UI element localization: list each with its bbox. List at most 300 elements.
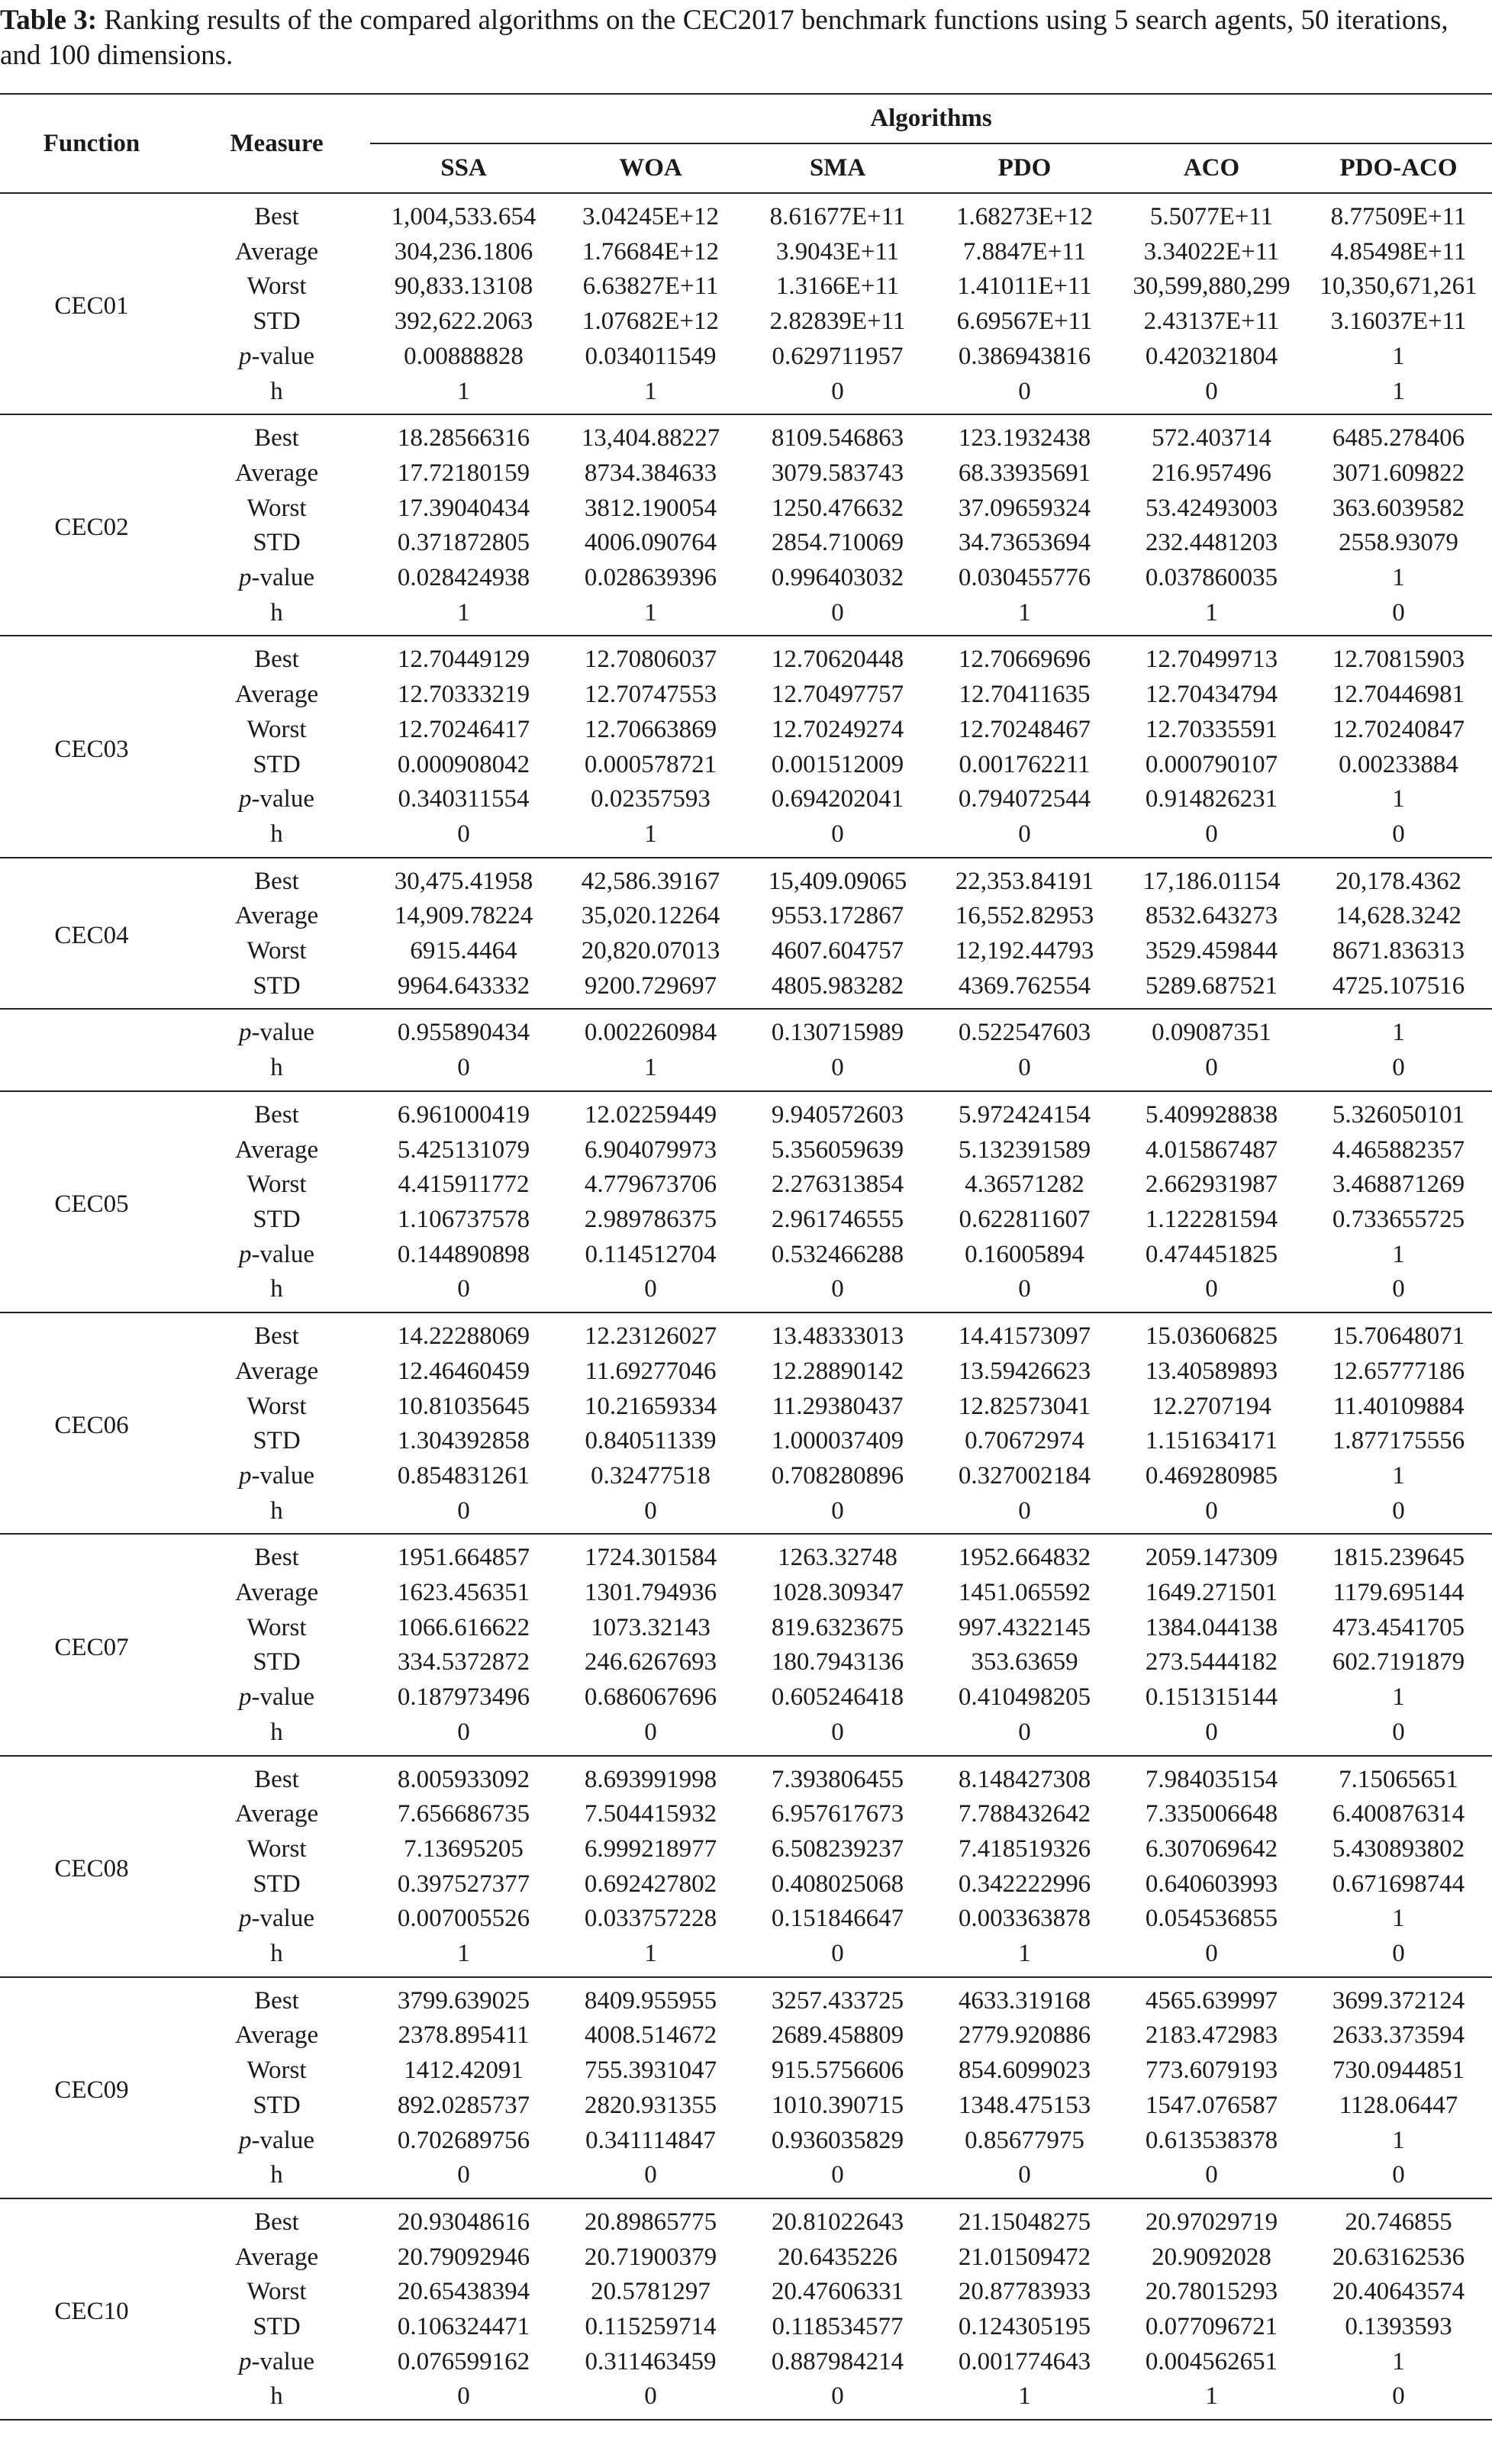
cell-worst: 17.39040434 [397,494,530,522]
cell-pvalue: 1 [1392,1240,1405,1268]
cell-h: 1 [1018,2382,1031,2411]
cell-h: 0 [457,1275,470,1303]
cell-worst: 4607.604757 [771,937,904,965]
cell-best: 1815.239645 [1332,1544,1465,1572]
p-letter: p [239,1683,252,1712]
cell-average: 1.76684E+12 [582,237,720,266]
cell-pvalue: 0.028639396 [584,564,717,592]
table-row [0,817,1492,858]
cell-h: 0 [831,2161,844,2189]
header-aco: ACO [1118,143,1305,193]
cell-std: 9964.643332 [397,971,530,1000]
cell-pvalue: 0.613538378 [1145,2126,1278,2154]
measure-label-worst: Worst [247,2057,307,2085]
cell-pvalue: 0.955890434 [397,1019,530,1047]
function-name: CEC06 [54,1412,129,1440]
table-row [0,1091,1492,1133]
measure-label-std: STD [253,529,301,557]
cell-best: 8.148427308 [958,1765,1091,1793]
p-letter: p [239,1019,252,1047]
table-row [0,1680,1492,1715]
cell-worst: 819.6323675 [771,1613,904,1641]
table-row [0,235,1492,270]
cell-best: 12.70815903 [1332,646,1465,674]
cell-average: 68.33935691 [958,459,1091,487]
cell-std: 1.151634171 [1145,1427,1278,1455]
cell-average: 1179.695144 [1332,1579,1465,1607]
table-row [0,636,1492,678]
cell-h: 0 [457,2161,470,2189]
cell-pvalue: 0.033757228 [584,1905,717,1933]
cell-std: 1.07682E+12 [582,308,720,336]
cell-pvalue: 0.151315144 [1145,1683,1278,1712]
measure-label-average: Average [234,1800,319,1828]
cell-std: 1348.475153 [958,2091,1091,2119]
measure-label-h: h [270,2161,283,2189]
cell-pvalue: 1 [1392,1905,1405,1933]
cell-pvalue: 1 [1392,564,1405,592]
cell-h: 1 [1205,2382,1218,2411]
cell-average: 14,628.3242 [1336,902,1462,930]
cell-h: 1 [1018,1940,1031,1968]
cell-worst: 20.5781297 [591,2278,711,2306]
function-group-cec04 [0,858,1492,1010]
table-row [0,1756,1492,1798]
cell-pvalue: 0.001774643 [958,2347,1091,2375]
cell-h: 0 [644,1496,657,1525]
cell-average: 7.8847E+11 [962,237,1087,266]
function-name: CEC03 [54,735,129,763]
cell-worst: 12.70248467 [958,715,1091,743]
cell-worst: 4.415911772 [398,1171,530,1199]
table-row [0,456,1492,491]
cell-pvalue: 0.605246418 [771,1683,904,1712]
measure-label-worst: Worst [247,2278,307,2306]
function-name: CEC09 [54,2076,129,2104]
cell-std: 180.7943136 [771,1648,904,1676]
cell-worst: 12.70249274 [771,715,904,743]
cell-worst: 12.70663869 [584,715,717,743]
table-row [0,1534,1492,1576]
cell-pvalue: 0.702689756 [397,2126,530,2154]
cell-worst: 2.276313854 [771,1171,904,1199]
table-row [0,1390,1492,1425]
table-row [0,969,1492,1010]
cell-best: 5.972424154 [958,1100,1091,1129]
cell-best: 5.5077E+11 [1149,203,1274,230]
p-letter: p [239,2126,252,2154]
cell-worst: 6.307069642 [1145,1834,1278,1863]
measure-label-worst: Worst [247,494,307,522]
measure-label-best: Best [254,1322,299,1351]
cell-std: 3.16037E+11 [1330,308,1467,336]
cell-h: 1 [644,820,657,848]
measure-label-average: Average [234,681,319,709]
cell-std: 2.43137E+11 [1143,308,1280,336]
table-row [0,1977,1492,2019]
table-row [0,2310,1492,2345]
cell-h: 0 [644,1275,657,1303]
table-row [0,1238,1492,1273]
cell-h: 0 [1018,1718,1031,1746]
table-row [0,1611,1492,1646]
measure-label-pvalue [183,1902,370,1937]
cell-h: 0 [457,820,470,848]
cell-std: 1.122281594 [1145,1205,1278,1233]
table-row [0,678,1492,713]
cell-pvalue: 0.686067696 [584,1683,717,1712]
cell-best: 1,004,533.654 [391,203,537,230]
value-suffix: -value [251,1019,314,1047]
cell-pvalue: 0.114512704 [585,1240,717,1268]
cell-average: 21.01509472 [958,2243,1091,2271]
cell-pvalue: 0.32477518 [591,1461,711,1490]
table-row [0,782,1492,817]
table-row [0,304,1492,340]
cell-pvalue: 0.151846647 [771,1905,904,1933]
cell-average: 13.59426623 [958,1357,1091,1385]
cell-worst: 20,820.07013 [581,937,720,965]
value-suffix: -value [251,2347,314,2375]
cell-pvalue: 0.996403032 [771,564,904,592]
table-row [0,375,1492,415]
cell-h: 0 [1392,1275,1405,1303]
cell-average: 7.504415932 [584,1800,717,1828]
cell-worst: 90,833.13108 [394,272,533,301]
cell-worst: 20.40643574 [1332,2278,1465,2306]
cell-worst: 20.47606331 [771,2278,904,2306]
cell-std: 4006.090764 [584,529,717,557]
function-group-cec01 [0,193,1492,414]
cell-worst: 37.09659324 [958,494,1091,522]
cell-h: 0 [1392,2382,1405,2411]
cell-std: 0.70672974 [965,1427,1084,1455]
measure-label-h: h [270,2382,283,2411]
cell-h: 0 [831,820,844,848]
measure-label-h: h [270,1718,283,1746]
cell-best: 572.403714 [1152,424,1271,453]
cell-average: 6.904079973 [584,1135,717,1164]
cell-pvalue: 0.694202041 [771,785,904,813]
cell-std: 2820.931355 [584,2091,717,2119]
measure-label-std: STD [253,1205,301,1233]
table-row [0,2053,1492,2089]
cell-average: 20.63162536 [1332,2243,1465,2271]
cell-worst: 1066.616622 [397,1613,530,1641]
cell-pvalue: 0.034011549 [585,342,717,370]
cell-best: 8.61677E+11 [769,203,906,230]
cell-worst: 997.4322145 [958,1613,1091,1641]
table-row [0,858,1492,900]
cell-worst: 773.6079193 [1145,2057,1278,2085]
measure-label-best: Best [254,2208,299,2236]
cell-worst: 10.21659334 [584,1392,717,1420]
cell-std: 1128.06447 [1339,2091,1458,2119]
cell-pvalue: 0.341114847 [585,2126,716,2154]
cell-std: 1547.076587 [1145,2091,1278,2119]
table-row [0,2275,1492,2310]
measure-label-worst: Worst [247,1834,307,1863]
measure-label-best: Best [254,1765,299,1793]
function-name: CEC05 [54,1190,129,1219]
table-row [0,1168,1492,1203]
cell-best: 7.393806455 [771,1765,904,1793]
cell-std: 0.115259714 [585,2313,717,2341]
cell-best: 13,404.88227 [581,424,720,453]
cell-std: 0.622811607 [959,1205,1091,1233]
measure-label-pvalue [183,782,370,817]
measure-label-average: Average [234,1135,319,1164]
table-row [0,269,1492,304]
cell-h: 0 [1392,1940,1405,1968]
table-row [0,1715,1492,1756]
cell-best: 7.984035154 [1145,1765,1278,1793]
cell-average: 5.425131079 [397,1135,530,1164]
measure-label-average: Average [234,2243,319,2271]
cell-std: 392,622.2063 [394,308,533,336]
caption-label: Table 3: [0,5,98,36]
cell-best: 20.81022643 [771,2208,904,2236]
cell-worst: 7.13695205 [404,1834,524,1863]
table-row [0,934,1492,969]
cell-std: 4805.983282 [771,971,904,1000]
cell-best: 3257.433725 [771,1986,904,2015]
cell-std: 0.371872805 [397,529,530,557]
cell-pvalue: 0.327002184 [958,1461,1091,1490]
cell-std: 0.342222996 [958,1870,1091,1898]
cell-best: 21.15048275 [958,2208,1091,2236]
cell-average: 1451.065592 [958,1579,1091,1607]
table-row [0,1867,1492,1902]
cell-average: 12.70747553 [584,681,717,709]
cell-worst: 1412.42091 [404,2057,524,2085]
table-row [0,2018,1492,2053]
cell-std: 6.69567E+11 [956,308,1093,336]
value-suffix: -value [251,1683,314,1712]
cell-average: 6.400876314 [1332,1800,1465,1828]
table-row [0,414,1492,456]
cell-std: 4369.762554 [958,971,1091,1000]
cell-average: 5.132391589 [958,1135,1091,1164]
cell-average: 12.70434794 [1145,681,1278,709]
cell-pvalue: 1 [1392,1461,1405,1490]
table-caption [0,3,1488,73]
header-function: Function [0,94,183,193]
cell-average: 3.9043E+11 [775,237,900,266]
function-group-cec07 [0,1534,1492,1755]
cell-std: 1.000037409 [771,1427,904,1455]
cell-average: 12.46460459 [397,1357,530,1385]
table-row [0,1272,1492,1313]
cell-h: 0 [1205,1054,1218,1082]
cell-best: 20.746855 [1345,2208,1452,2236]
cell-best: 8.77509E+11 [1330,203,1467,230]
value-suffix: -value [251,1905,314,1933]
cell-best: 8109.546863 [771,424,904,453]
cell-std: 4725.107516 [1332,971,1465,1000]
measure-label-pvalue [183,340,370,375]
cell-worst: 11.40109884 [1332,1392,1465,1420]
cell-best: 20.97029719 [1145,2208,1278,2236]
cell-h: 1 [644,1054,657,1082]
cell-h: 0 [1018,2161,1031,2189]
cell-pvalue: 1 [1392,2126,1405,2154]
table-row [0,2158,1492,2198]
cell-pvalue: 1 [1392,1683,1405,1712]
cell-worst: 12.70246417 [397,715,530,743]
cell-best: 6485.278406 [1332,424,1465,453]
cell-average: 13.40589893 [1145,1357,1278,1385]
cell-best: 5.326050101 [1332,1100,1465,1129]
measure-label-std: STD [253,2091,301,2119]
cell-average: 1028.309347 [771,1579,904,1607]
cell-std: 0.840511339 [585,1427,717,1455]
cell-h: 0 [831,1275,844,1303]
cell-h: 0 [1392,2161,1405,2189]
cell-std: 0.397527377 [397,1870,530,1898]
table-row [0,491,1492,527]
measure-label-h: h [270,1496,283,1525]
cell-h: 0 [831,1718,844,1746]
cell-best: 12.70499713 [1145,646,1278,674]
cell-pvalue: 0.028424938 [397,564,530,592]
cell-std: 1.877175556 [1332,1427,1465,1455]
cell-std: 353.63659 [971,1648,1078,1676]
table-row [0,1937,1492,1977]
cell-h: 0 [1018,1275,1031,1303]
cell-average: 4008.514672 [584,2021,717,2050]
cell-h: 0 [831,598,844,626]
cell-h: 0 [1018,820,1031,848]
cell-best: 3799.639025 [397,1986,530,2015]
cell-pvalue: 0.002260984 [584,1019,717,1047]
cell-std: 0.001762211 [959,750,1091,778]
cell-best: 1.68273E+12 [955,203,1094,230]
cell-best: 3699.372124 [1332,1986,1465,2015]
measure-label-worst: Worst [247,715,307,743]
cell-worst: 473.4541705 [1332,1613,1465,1641]
function-name: CEC10 [54,2298,129,2326]
cell-h: 1 [1018,598,1031,626]
table-row [0,2089,1492,2124]
cell-std: 0.000908042 [397,750,530,778]
cell-pvalue: 0.02357593 [591,785,711,813]
cell-best: 1951.664857 [397,1544,530,1572]
cell-h: 0 [1205,820,1218,848]
cell-pvalue: 0.420321804 [1145,342,1278,370]
cell-average: 9553.172867 [771,902,904,930]
measure-label-h: h [270,820,283,848]
cell-worst: 915.5756606 [771,2057,904,2085]
cell-average: 2183.472983 [1145,2021,1278,2050]
cell-average: 12.70411635 [959,681,1091,709]
cell-h: 1 [457,1940,470,1968]
cell-h: 0 [831,1054,844,1082]
cell-pvalue: 1 [1392,785,1405,813]
table-row [0,340,1492,375]
cell-std: 273.5444182 [1145,1648,1278,1676]
cell-h: 0 [1392,598,1405,626]
cell-pvalue: 0.076599162 [397,2347,530,2375]
measure-label-pvalue [183,1238,370,1273]
cell-std: 0.692427802 [584,1870,717,1898]
cell-best: 12.02259449 [584,1100,717,1129]
measure-label-best: Best [254,1100,299,1129]
measure-label-best: Best [254,424,299,453]
results-table [0,93,1492,2421]
table-row [0,1902,1492,1937]
value-suffix: -value [251,2126,314,2154]
p-letter: p [239,342,252,370]
cell-h: 0 [1018,1496,1031,1525]
measure-label-pvalue [183,561,370,596]
cell-pvalue: 0.532466288 [771,1240,904,1268]
cell-worst: 1.3166E+11 [775,272,900,301]
cell-worst: 10,350,671,261 [1320,272,1477,301]
function-group-cec05 [0,1091,1492,1313]
function-group-cec08 [0,1756,1492,1977]
cell-h: 0 [1205,2161,1218,2189]
cell-average: 12.28890142 [771,1357,904,1385]
cell-worst: 8671.836313 [1332,937,1465,965]
cell-pvalue: 0.386943816 [958,342,1091,370]
cell-h: 0 [831,1496,844,1525]
measure-label-average: Average [234,1579,319,1607]
measure-label-worst: Worst [247,1392,307,1420]
measure-label-worst: Worst [247,1613,307,1641]
cell-best: 123.1932438 [958,424,1091,453]
cell-std: 1010.390715 [771,2091,904,2119]
cell-best: 30,475.41958 [394,867,533,895]
cell-best: 12.70449129 [397,646,530,674]
cell-std: 0.00233884 [1339,750,1458,778]
cell-pvalue: 0.522547603 [958,1019,1091,1047]
header-pdo: PDO [931,143,1118,193]
cell-pvalue: 0.854831261 [397,1461,530,1490]
cell-best: 20.93048616 [397,2208,530,2236]
cell-worst: 20.87783933 [958,2278,1091,2306]
p-letter: p [239,564,252,592]
table-row [0,596,1492,636]
table-row [0,713,1492,748]
cell-h: 0 [644,2382,657,2411]
function-group-cec02 [0,414,1492,636]
cell-pvalue: 0.037860035 [1145,564,1278,592]
cell-average: 216.957496 [1152,459,1271,487]
measure-label-h: h [270,377,283,405]
caption-text: Ranking results of the compared algorithms on the CEC2017 benchmark functions using 5 search agents, 50 iterations, and 100 dimensions. [0,5,1448,71]
measure-label-best: Best [254,1544,299,1572]
measure-label-average: Average [234,237,319,266]
measure-label-pvalue [183,1459,370,1494]
cell-h: 0 [1205,1275,1218,1303]
cell-average: 6.957617673 [771,1800,904,1828]
cell-average: 20.9092028 [1152,2243,1271,2271]
table-row [0,561,1492,596]
cell-pvalue: 0.708280896 [771,1461,904,1490]
cell-worst: 6.63827E+11 [582,272,719,301]
cell-best: 22,353.84191 [955,867,1094,895]
cell-average: 2689.458809 [771,2021,904,2050]
p-letter: p [239,1240,252,1268]
cell-std: 0.124305195 [958,2313,1091,2341]
table-row [0,1313,1492,1354]
cell-std: 0.106324471 [397,2313,530,2341]
cell-h: 1 [644,598,657,626]
cell-worst: 12,192.44793 [955,937,1094,965]
cell-best: 8409.955955 [584,1986,717,2015]
cell-best: 15.70648071 [1332,1322,1465,1351]
